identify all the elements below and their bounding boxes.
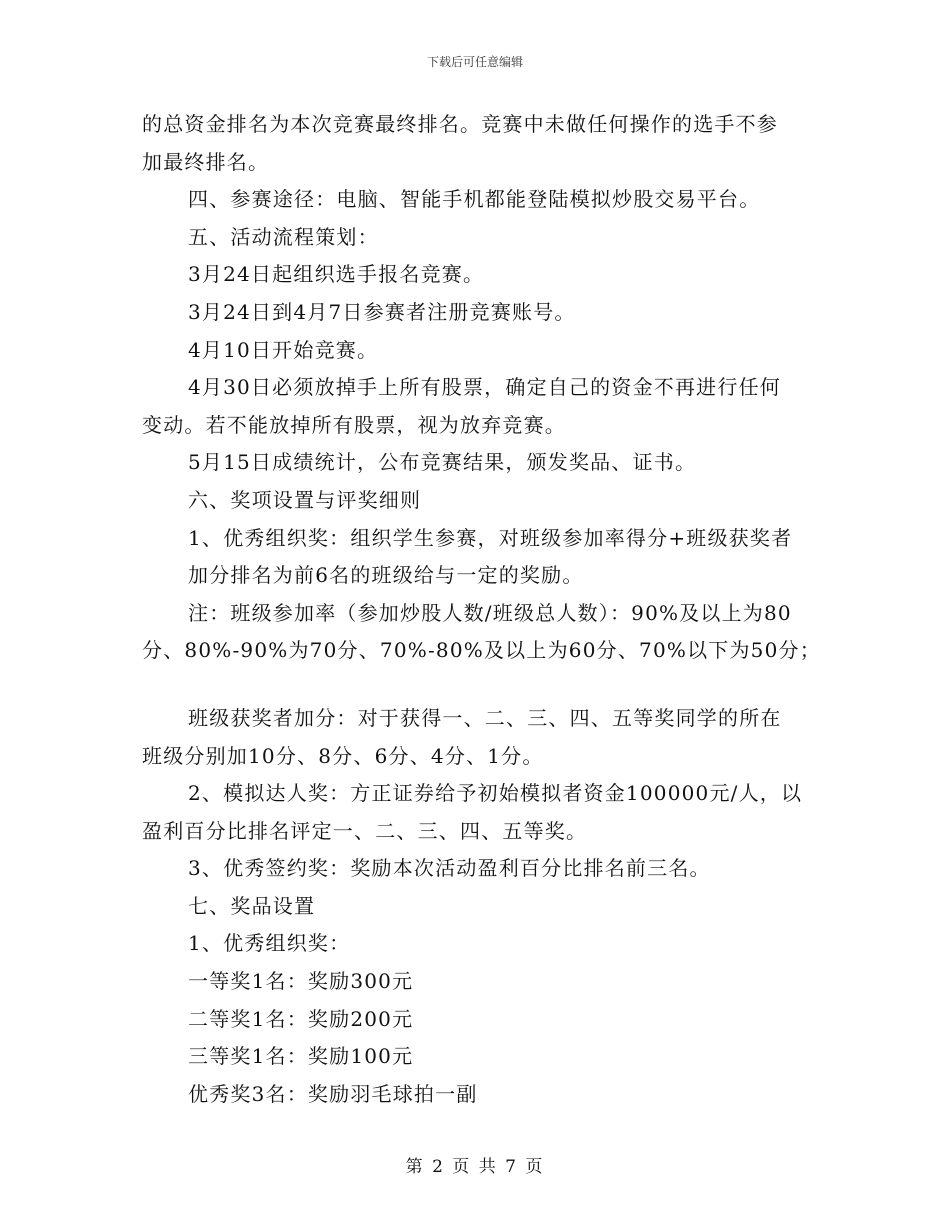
paragraph-line: 5月15日成绩统计，公布竞赛结果，颁发奖品、证书。 xyxy=(188,450,697,475)
section-heading: 六、奖项设置与评奖细则 xyxy=(188,487,422,512)
paragraph-line: 3、优秀签约奖：奖励本次活动盈利百分比排名前三名。 xyxy=(188,856,711,881)
section-heading: 四、参赛途径：电脑、智能手机都能登陆模拟炒股交易平台。 xyxy=(188,187,761,212)
prize-line: 优秀奖3名：奖励羽毛球拍一副 xyxy=(188,1081,478,1106)
paragraph-line: 1、优秀组织奖：组织学生参赛，对班级参加率得分+班级获奖者 xyxy=(188,525,793,550)
section-heading: 五、活动流程策划： xyxy=(188,224,379,249)
section-heading: 七、奖品设置 xyxy=(188,893,316,918)
paragraph-line: 3月24日到4月7日参赛者注册竞赛账号。 xyxy=(188,299,576,324)
note-line: 分、80%-90%为70分、70%-80%及以上为60分、70%以下为50分； xyxy=(142,638,821,663)
page-header: 下载后可任意编辑 xyxy=(426,55,523,69)
paragraph-line: 加分排名为前6名的班级给与一定的奖励。 xyxy=(188,563,584,588)
prize-line: 三等奖1名：奖励100元 xyxy=(188,1044,414,1069)
note-line: 注：班级参加率（参加炒股人数/班级总人数）：90%及以上为80 xyxy=(188,600,792,625)
document-body xyxy=(142,106,821,1113)
page-number: 第 2 页 共 7 页 xyxy=(405,1157,545,1177)
paragraph-line: 4月10日开始竞赛。 xyxy=(188,337,379,362)
prize-line: 一等奖1名：奖励300元 xyxy=(188,969,414,994)
paragraph-line: 3月24日起组织选手报名竞赛。 xyxy=(188,262,485,287)
paragraph-line: 班级获奖者加分：对于获得一、二、三、四、五等奖同学的所在 xyxy=(188,705,782,730)
paragraph-line: 的总资金排名为本次竞赛最终排名。竞赛中未做任何操作的选手不参 xyxy=(142,112,778,136)
prize-line: 二等奖1名：奖励200元 xyxy=(188,1006,414,1031)
paragraph-gap xyxy=(142,670,810,700)
paragraph-line: 变动。若不能放掉所有股票，视为放弃竞赛。 xyxy=(142,412,566,437)
paragraph-line: 加最终排名。 xyxy=(142,149,270,174)
paragraph-line: 4月30日必须放掉手上所有股票，确定自己的资金不再进行任何 xyxy=(188,375,781,400)
paragraph-line: 班级分别加10分、8分、6分、4分、1分。 xyxy=(142,743,544,768)
paragraph-line: 2、模拟达人奖：方正证券给予初始模拟者资金100000元/人，以 xyxy=(188,781,803,806)
paragraph-line: 1、优秀组织奖： xyxy=(188,931,351,956)
paragraph-line: 盈利百分比排名评定一、二、三、四、五等奖。 xyxy=(142,818,588,843)
